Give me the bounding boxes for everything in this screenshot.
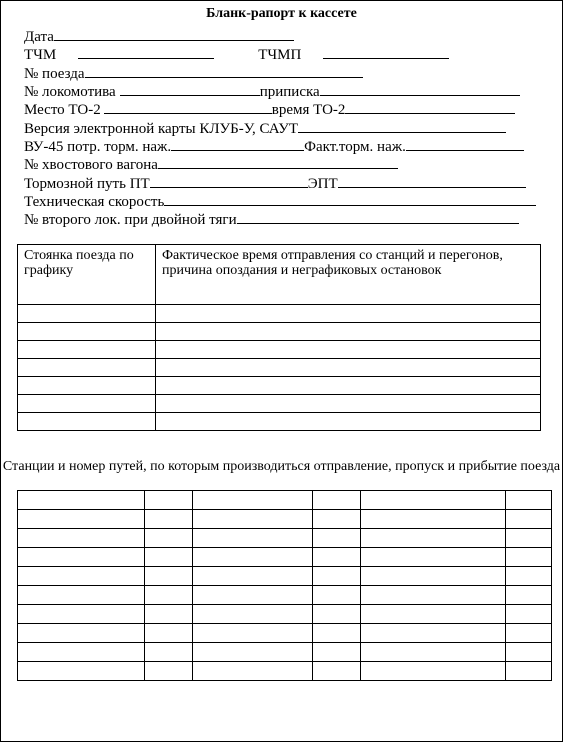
field-vu45-row: ВУ-45 потр. торм. наж. Факт.торм. наж. — [24, 137, 524, 155]
table-cell[interactable] — [313, 643, 361, 662]
table-cell[interactable] — [506, 643, 552, 662]
table-row — [18, 359, 541, 377]
table-cell[interactable] — [145, 548, 193, 567]
table-row — [18, 624, 552, 643]
stations-table — [17, 490, 552, 681]
table-cell[interactable] — [506, 624, 552, 643]
table-cell[interactable] — [18, 567, 145, 586]
table-cell[interactable] — [193, 510, 313, 529]
table-row — [18, 529, 552, 548]
table-cell[interactable] — [156, 305, 541, 323]
to2-time-blank[interactable] — [345, 100, 515, 114]
ept-blank[interactable] — [338, 174, 526, 188]
table-cell[interactable] — [193, 662, 313, 681]
table-cell[interactable] — [18, 413, 156, 431]
date-blank[interactable] — [54, 27, 294, 41]
table-row — [18, 510, 552, 529]
table-cell[interactable] — [18, 491, 145, 510]
table-cell[interactable] — [193, 643, 313, 662]
table-cell[interactable] — [145, 529, 193, 548]
table-cell[interactable] — [156, 395, 541, 413]
table-row — [18, 548, 552, 567]
table-row — [18, 395, 541, 413]
table-cell[interactable] — [313, 662, 361, 681]
table-cell[interactable] — [156, 377, 541, 395]
table-cell[interactable] — [145, 586, 193, 605]
field-date: Дата — [24, 27, 294, 45]
table-row — [18, 643, 552, 662]
table-row — [18, 605, 552, 624]
table-cell[interactable] — [18, 605, 145, 624]
field-train-no: № поезда — [24, 64, 363, 82]
table-cell[interactable] — [145, 624, 193, 643]
table-cell[interactable] — [361, 491, 506, 510]
train-stops-table — [17, 244, 541, 431]
table-cell[interactable] — [193, 529, 313, 548]
field-tech-speed: Техническая скорость — [24, 192, 536, 210]
field-loco-row: № локомотива приписка — [24, 82, 520, 100]
vu45-blank[interactable] — [171, 137, 304, 151]
table-cell[interactable] — [18, 586, 145, 605]
table-row — [18, 413, 541, 431]
table-cell[interactable] — [361, 529, 506, 548]
field-second-loco: № второго лок. при двойной тяги — [24, 210, 519, 228]
table-cell[interactable] — [193, 605, 313, 624]
table-row — [18, 305, 541, 323]
table-cell[interactable] — [18, 359, 156, 377]
train-no-blank[interactable] — [85, 64, 363, 78]
field-to2-row: Место ТО-2 время ТО-2 — [24, 100, 515, 118]
table-cell[interactable] — [145, 567, 193, 586]
table-cell[interactable] — [193, 586, 313, 605]
table-cell[interactable] — [18, 548, 145, 567]
table-cell[interactable] — [506, 548, 552, 567]
table-cell[interactable] — [506, 567, 552, 586]
table-cell[interactable] — [18, 662, 145, 681]
klub-blank[interactable] — [298, 119, 506, 133]
header-actual-departure: Фактическое время отправления со станций и перегонов, причина опоздания и неграфиковых остановок — [156, 245, 541, 305]
brake-pt-blank[interactable] — [150, 174, 308, 188]
table-cell[interactable] — [313, 624, 361, 643]
table-cell[interactable] — [193, 624, 313, 643]
table-cell[interactable] — [18, 624, 145, 643]
form-title: Бланк-рапорт к кассете — [206, 6, 357, 21]
table-row — [18, 567, 552, 586]
second-loco-blank[interactable] — [237, 210, 519, 224]
table-cell[interactable] — [506, 529, 552, 548]
table-cell[interactable] — [18, 643, 145, 662]
table-cell[interactable] — [313, 491, 361, 510]
table-cell[interactable] — [193, 548, 313, 567]
table-cell[interactable] — [156, 323, 541, 341]
table-cell[interactable] — [506, 491, 552, 510]
table-row — [18, 341, 541, 359]
table-cell[interactable] — [361, 662, 506, 681]
table-cell[interactable] — [145, 643, 193, 662]
header-scheduled-stop: Стоянка поезда по графику — [18, 245, 156, 305]
to2-place-blank[interactable] — [104, 100, 272, 114]
table-cell[interactable] — [361, 643, 506, 662]
table-cell[interactable] — [145, 605, 193, 624]
tchmp-blank[interactable] — [323, 45, 449, 59]
table-cell[interactable] — [313, 567, 361, 586]
table-row — [18, 377, 541, 395]
table-cell[interactable] — [145, 662, 193, 681]
tchm-blank[interactable] — [78, 45, 214, 59]
table-cell[interactable] — [506, 662, 552, 681]
loco-no-blank[interactable] — [120, 82, 260, 96]
table-cell[interactable] — [361, 548, 506, 567]
tail-car-blank[interactable] — [158, 155, 398, 169]
table-row — [18, 491, 552, 510]
table-cell[interactable] — [18, 529, 145, 548]
table-cell[interactable] — [193, 491, 313, 510]
table-cell[interactable] — [18, 323, 156, 341]
table-cell[interactable] — [18, 377, 156, 395]
table-cell[interactable] — [18, 305, 156, 323]
table-cell[interactable] — [361, 510, 506, 529]
table-cell[interactable] — [313, 510, 361, 529]
table-cell[interactable] — [313, 586, 361, 605]
table-cell[interactable] — [361, 586, 506, 605]
table-cell[interactable] — [193, 567, 313, 586]
table-cell[interactable] — [506, 586, 552, 605]
table-cell[interactable] — [156, 341, 541, 359]
fact-brake-blank[interactable] — [406, 137, 524, 151]
table-cell[interactable] — [313, 529, 361, 548]
pripiska-blank[interactable] — [320, 82, 520, 96]
table-cell[interactable] — [18, 510, 145, 529]
table-cell[interactable] — [506, 605, 552, 624]
table-cell[interactable] — [361, 567, 506, 586]
table-cell[interactable] — [18, 341, 156, 359]
table-cell[interactable] — [313, 548, 361, 567]
table-row — [18, 662, 552, 681]
stations-table-title: Станции и номер путей, по которым производиться отправление, пропуск и прибытие поезда — [2, 459, 561, 474]
field-tail-car: № хвостового вагона — [24, 155, 398, 173]
table-cell[interactable] — [361, 605, 506, 624]
table-cell[interactable] — [156, 413, 541, 431]
table-header-row — [18, 245, 541, 305]
tech-speed-blank[interactable] — [164, 192, 536, 206]
table-cell[interactable] — [506, 510, 552, 529]
table-cell[interactable] — [145, 510, 193, 529]
table-cell[interactable] — [313, 605, 361, 624]
table-cell[interactable] — [156, 359, 541, 377]
field-klub: Версия электронной карты КЛУБ-У, САУТ — [24, 119, 506, 137]
table-row — [18, 586, 552, 605]
table-cell[interactable] — [145, 491, 193, 510]
field-brake-row: Тормозной путь ПТ ЭПТ — [24, 174, 526, 192]
table-cell[interactable] — [18, 395, 156, 413]
field-tchm-row: ТЧМ ТЧМП — [24, 45, 449, 63]
table-row — [18, 323, 541, 341]
table-cell[interactable] — [361, 624, 506, 643]
